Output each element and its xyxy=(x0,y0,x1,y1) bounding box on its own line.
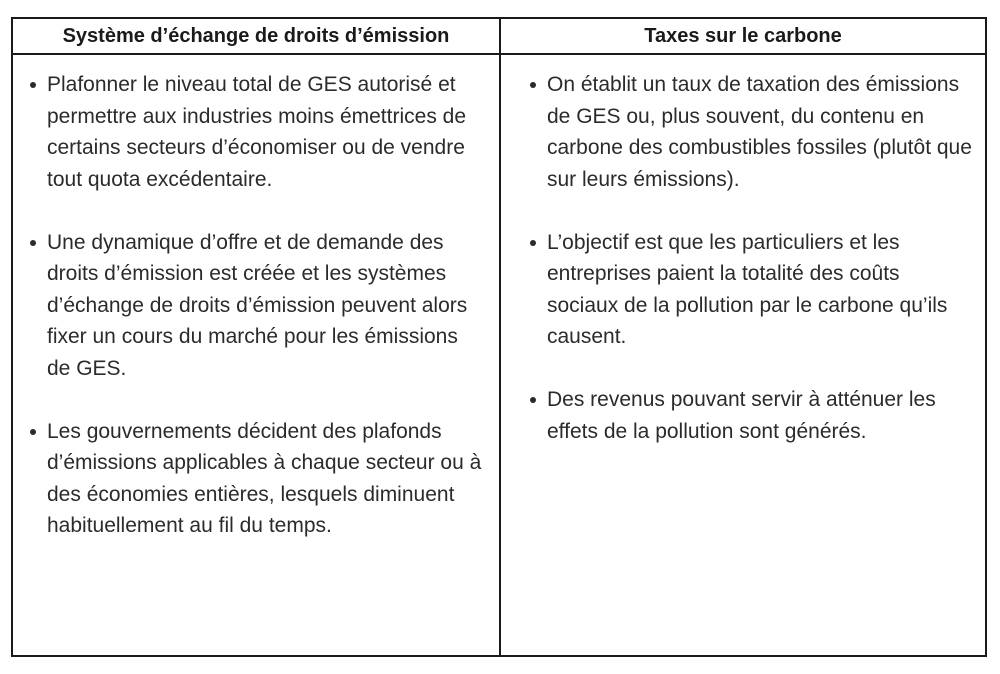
list-item: L’objectif est que les particuliers et les entreprises paient la totalité des coûts sociaux de la pollution par le carbone qu’ils causent. xyxy=(547,227,973,353)
bullet-list-carbon-taxes xyxy=(547,69,973,447)
list-item: Plafonner le niveau total de GES autorisé et permettre aux industries moins émettrices de certains secteurs d’économiser ou de vendre tout quota excédentaire. xyxy=(47,69,487,195)
header-emissions-trading: Système d’échange de droits d’émission xyxy=(13,19,501,55)
list-item: Les gouvernements décident des plafonds d’émissions applicables à chaque secteur ou à des économies entières, lesquels diminuent habituellement au fil du temps. xyxy=(47,416,487,542)
list-item: Des revenus pouvant servir à atténuer les effets de la pollution sont générés. xyxy=(547,384,973,447)
list-item: On établit un taux de taxation des émissions de GES ou, plus souvent, du contenu en carbone des combustibles fossiles (plutôt que sur leurs émissions). xyxy=(547,69,973,195)
column-carbon-taxes xyxy=(501,55,985,655)
list-item: Une dynamique d’offre et de demande des droits d’émission est créée et les systèmes d’échange de droits d’émission peuvent alors fixer un cours du marché pour les émissions de GES. xyxy=(47,227,487,385)
header-carbon-taxes: Taxes sur le carbone xyxy=(501,19,985,55)
bullet-list-emissions-trading xyxy=(47,69,487,542)
column-emissions-trading xyxy=(13,55,501,655)
comparison-table xyxy=(11,17,987,657)
